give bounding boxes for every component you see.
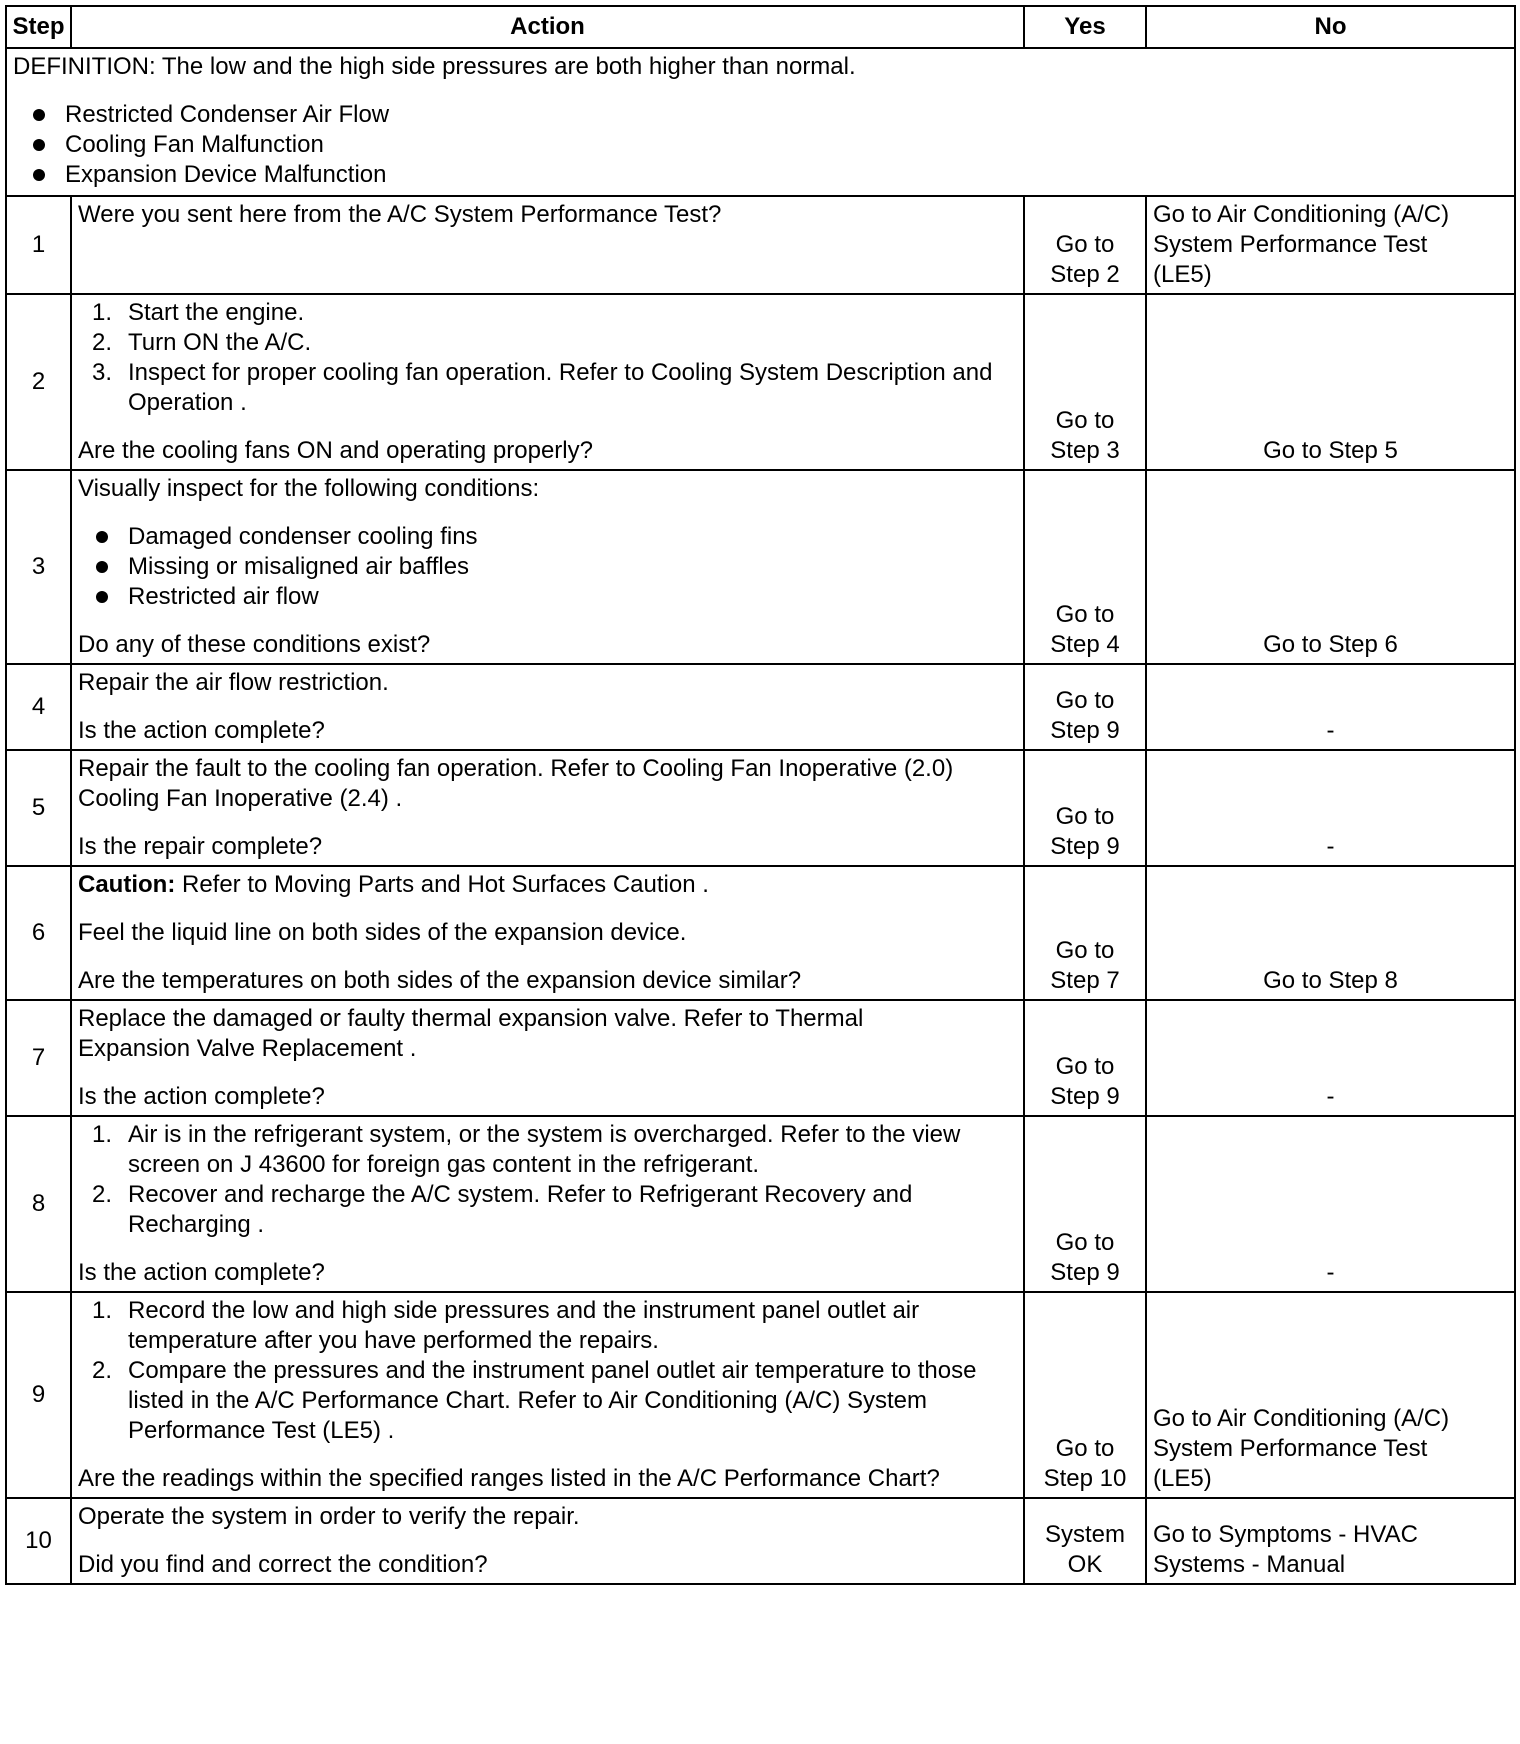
action-cell [71,1292,1024,1498]
action-text: Repair the air flow restriction. [78,669,389,696]
question-text: Is the action complete? [78,717,325,744]
bullet-icon [96,591,108,603]
list-item: 2. Turn ON the A/C. [92,329,312,356]
question-text: Do any of these conditions exist? [78,631,431,658]
step-number: 10 [6,1498,71,1584]
table-row [6,1000,1515,1116]
step-number: 7 [6,1000,71,1116]
yes-cell: Go to Step 2 [1024,196,1146,294]
table-row [6,866,1515,1000]
step-number: 3 [6,470,71,664]
no-cell: - [1146,750,1515,866]
list-item: 2. Compare the pressures and the instrument panel outlet air temperature to those listed in the A/C Performance Chart. Refer to Air Conditioning (A/C) System Performance Test (LE5) . [92,1357,977,1444]
list-item: Expansion Device Malfunction [13,160,1508,190]
action-text: Were you sent here from the A/C System Performance Test? [78,201,722,228]
question-text: Is the action complete? [78,1083,325,1110]
question-text: Are the readings within the specified ranges listed in the A/C Performance Chart? [78,1465,940,1492]
action-text: Operate the system in order to verify the repair. [78,1503,580,1530]
action-cell [71,470,1024,664]
no-cell: Go to Symptoms - HVAC Systems - Manual [1146,1498,1515,1584]
action-text: Expansion Valve Replacement . [78,1035,417,1062]
action-text: Visually inspect for the following conditions: [78,475,540,502]
numbered-list [78,1296,1017,1446]
step-number: 6 [6,866,71,1000]
action-cell [71,1116,1024,1292]
header-action: Action [71,6,1024,48]
list-item: Restricted air flow [78,582,1017,612]
definition-text: DEFINITION: The low and the high side pressures are both higher than normal. [13,53,856,80]
question-text: Is the repair complete? [78,833,323,860]
no-cell: Go to Step 8 [1146,866,1515,1000]
list-item: 1. Record the low and high side pressures and the instrument panel outlet air temperature after you have performed the repairs. [92,1297,920,1354]
step-number: 9 [6,1292,71,1498]
list-item: Damaged condenser cooling fins [78,522,1017,552]
no-cell: - [1146,1000,1515,1116]
yes-cell: Go to Step 9 [1024,664,1146,750]
yes-cell: Go to Step 7 [1024,866,1146,1000]
header-row [6,6,1515,48]
yes-cell: Go to Step 9 [1024,750,1146,866]
table-row [6,1292,1515,1498]
table-row [6,1116,1515,1292]
action-text: Cooling Fan Inoperative (2.4) . [78,785,403,812]
action-cell [71,1498,1024,1584]
no-cell: Go to Air Conditioning (A/C) System Performance Test (LE5) [1146,196,1515,294]
bullet-icon [96,561,108,573]
list-item: 3. Inspect for proper cooling fan operation. Refer to Cooling System Description and Operation . [92,359,993,416]
table-row [6,294,1515,470]
question-text: Is the action complete? [78,1259,325,1286]
header-no: No [1146,6,1515,48]
no-cell: Go to Step 5 [1146,294,1515,470]
yes-cell: Go to Step 9 [1024,1116,1146,1292]
table-row [6,470,1515,664]
list-item: Restricted Condenser Air Flow [13,100,1508,130]
table-row [6,196,1515,294]
table-row [6,1498,1515,1584]
yes-cell: Go to Step 4 [1024,470,1146,664]
list-item: Missing or misaligned air baffles [78,552,1017,582]
action-text: Feel the liquid line on both sides of the expansion device. [78,919,687,946]
no-cell: - [1146,1116,1515,1292]
action-text: Replace the damaged or faulty thermal expansion valve. Refer to Thermal [78,1005,864,1032]
list-item: 1. Air is in the refrigerant system, or the system is overcharged. Refer to the view screen on J 43600 for foreign gas content in the refrigerant. [92,1121,961,1178]
caution-label: Caution: [78,871,176,898]
step-number: 5 [6,750,71,866]
numbered-list [78,298,1017,418]
diagnostic-table [5,5,1516,1585]
caution-note [78,870,1017,900]
no-cell: Go to Air Conditioning (A/C) System Performance Test (LE5) [1146,1292,1515,1498]
action-cell [71,664,1024,750]
list-item: Cooling Fan Malfunction [13,130,1508,160]
action-text: Repair the fault to the cooling fan operation. Refer to Cooling Fan Inoperative (2.0) [78,755,954,782]
question-text: Are the cooling fans ON and operating properly? [78,437,593,464]
no-cell: - [1146,664,1515,750]
question-text: Are the temperatures on both sides of the expansion device similar? [78,967,802,994]
definition-cell [6,48,1515,196]
step-number: 1 [6,196,71,294]
step-number: 2 [6,294,71,470]
header-yes: Yes [1024,6,1146,48]
condition-list [78,522,1017,612]
header-step: Step [6,6,71,48]
list-item: 2. Recover and recharge the A/C system. Refer to Refrigerant Recovery and Recharging . [92,1181,913,1238]
action-cell [71,196,1024,294]
yes-cell: Go to Step 10 [1024,1292,1146,1498]
table-row [6,750,1515,866]
question-text: Did you find and correct the condition? [78,1551,488,1578]
action-cell [71,866,1024,1000]
yes-cell: System OK [1024,1498,1146,1584]
list-item: 1. Start the engine. [92,299,305,326]
bullet-icon [33,109,45,121]
yes-cell: Go to Step 9 [1024,1000,1146,1116]
yes-cell: Go to Step 3 [1024,294,1146,470]
action-cell [71,750,1024,866]
numbered-list [78,1120,1017,1240]
definition-row [6,48,1515,196]
bullet-icon [33,139,45,151]
step-number: 4 [6,664,71,750]
action-cell [71,294,1024,470]
bullet-icon [96,531,108,543]
bullet-icon [33,169,45,181]
action-cell [71,1000,1024,1116]
no-cell: Go to Step 6 [1146,470,1515,664]
table-row [6,664,1515,750]
cause-list [13,100,1508,190]
caution-text: Refer to Moving Parts and Hot Surfaces Caution . [175,871,709,898]
step-number: 8 [6,1116,71,1292]
